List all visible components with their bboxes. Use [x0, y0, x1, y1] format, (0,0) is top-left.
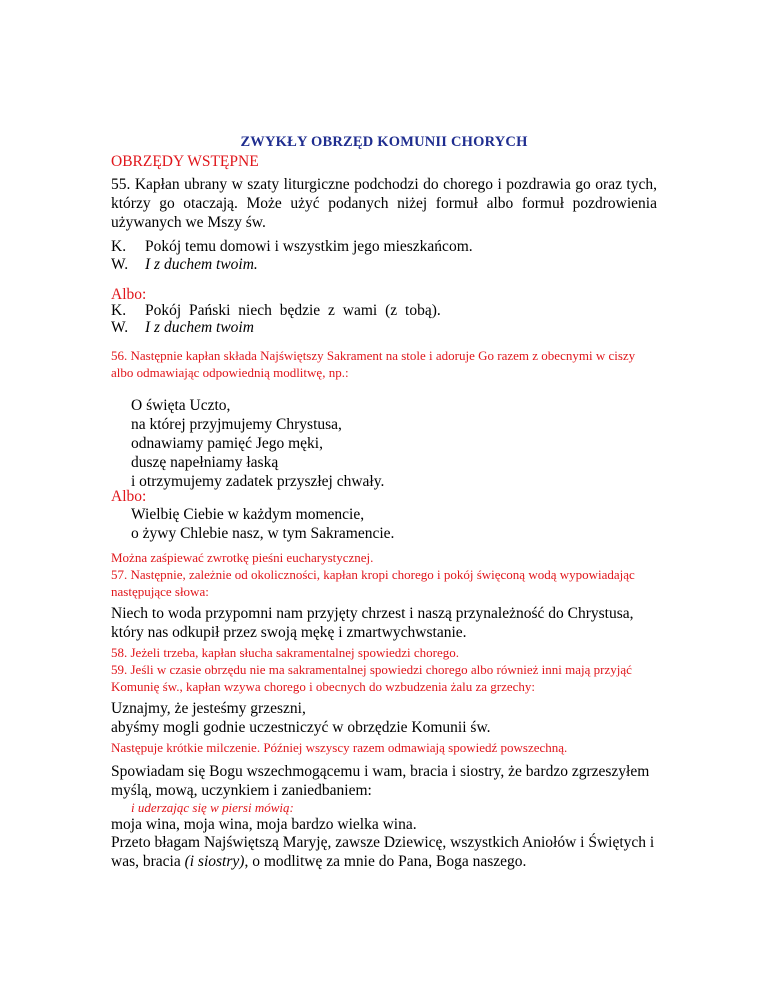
greeting2-w-row — [111, 319, 657, 337]
note-hymn: Można zaśpiewać zwrotkę pieśni eucharystycznej. — [111, 550, 374, 565]
greeting2-k-label: K. — [111, 302, 127, 319]
confiteor-part-2: moja wina, moja wina, moja bardzo wielka wina. — [111, 816, 417, 833]
call-line: Uznajmy, że jesteśmy grzeszni, — [111, 700, 306, 717]
note-silence: Następuje krótkie milczenie. Później wszyscy razem odmawiają spowiedź powszechną. — [111, 740, 568, 755]
prayer-1-line: O święta Uczto, — [131, 397, 231, 414]
prayer-1-line: odnawiamy pamięć Jego męki, — [131, 435, 323, 452]
greeting2-w-text: I z duchem twoim — [145, 319, 254, 336]
prayer-1 — [131, 396, 384, 491]
greeting1-k-row — [111, 238, 657, 256]
greeting2-k-text: Pokój Pański niech będzie z wami (z tobą). — [145, 302, 441, 319]
prayer-1-line: duszę napełniamy łaską — [131, 454, 279, 471]
prayer-2-line: o żywy Chlebie nasz, w tym Sakramencie. — [131, 525, 395, 542]
paragraph-56: 56. Następnie kapłan składa Najświętszy Sakrament na stole i adoruje Go razem z obecnymi w ciszy albo odmawiając odpowiednią modlitwę, np.: — [111, 348, 636, 380]
paragraph-57-words: Niech to woda przypomni nam przyjęty chrzest i naszą przynależność do Chrystusa, który nas odkupił przez swoją mękę i zmartwychwstanie. — [111, 605, 634, 641]
confiteor-part-3a: Przeto błagam Najświętszą Maryję, zawsze Dziewicę, wszystkich Aniołów i Świętych i was, bracia — [111, 834, 655, 870]
greeting1-k-text: Pokój temu domowi i wszystkim jego mieszkańcom. — [145, 238, 473, 255]
section-heading: OBRZĘDY WSTĘPNE — [111, 153, 259, 170]
greeting1-w-row — [111, 256, 657, 274]
greeting2-w-label: W. — [111, 319, 129, 336]
confiteor-part-3b: (i siostry) — [184, 853, 245, 870]
prayer-2 — [131, 505, 394, 543]
greeting1-w-text: I z duchem twoim. — [145, 256, 258, 273]
greeting2-k-row — [111, 302, 657, 320]
albo-label-2: Albo: — [111, 488, 147, 505]
prayer-1-line: na której przyjmujemy Chrystusa, — [131, 416, 342, 433]
confiteor-rubric: i uderzając się w piersi mówią: — [131, 800, 294, 815]
paragraph-57: 57. Następnie, zależnie od okoliczności, kapłan kropi chorego i pokój święconą wodą wypowiadając następujące słowa: — [111, 567, 635, 599]
call-line: abyśmy mogli godnie uczestniczyć w obrzędzie Komunii św. — [111, 719, 491, 736]
greeting1-k-label: K. — [111, 238, 127, 255]
call-to-repentance — [111, 699, 491, 737]
confiteor-part-3 — [111, 833, 661, 871]
prayer-2-line: Wielbię Ciebie w każdym momencie, — [131, 506, 365, 523]
albo-label-1: Albo: — [111, 286, 147, 303]
page-title: ZWYKŁY OBRZĘD KOMUNII CHORYCH — [240, 134, 528, 150]
paragraph-58: 58. Jeżeli trzeba, kapłan słucha sakramentalnej spowiedzi chorego. — [111, 645, 459, 660]
confiteor-part-1: Spowiadam się Bogu wszechmogącemu i wam, bracia i siostry, że bardzo zgrzeszyłem myślą, mową, uczynkiem i zaniedbaniem: — [111, 763, 650, 799]
paragraph-59: 59. Jeśli w czasie obrzędu nie ma sakramentalnej spowiedzi chorego albo również inni mają przyjąć Komunię św., kapłan wzywa chorego i obecnych do wzbudzenia żalu za grzechy: — [111, 662, 632, 694]
greeting1-w-label: W. — [111, 256, 129, 273]
confiteor-part-3c: , o modlitwę za mnie do Pana, Boga naszego. — [244, 853, 527, 870]
prayer-1-line: i otrzymujemy zadatek przyszłej chwały. — [131, 473, 385, 490]
paragraph-55: 55. Kapłan ubrany w szaty liturgiczne podchodzi do chorego i pozdrawia go oraz tych, którzy go otaczają. Może użyć podanych niżej formuł albo formuł pozdrowienia używanych we Mszy św. — [111, 176, 657, 231]
